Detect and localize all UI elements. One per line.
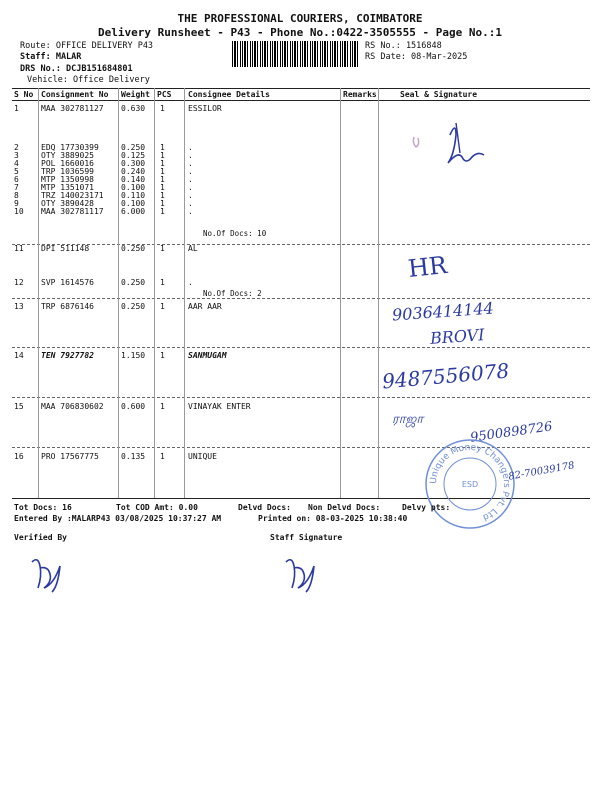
row-2-sno: 2 bbox=[14, 143, 19, 152]
row-8-pcs: 1 bbox=[160, 191, 165, 200]
row-4-consignee: . bbox=[188, 159, 193, 168]
company-title: THE PROFESSIONAL COURIERS, COIMBATORE bbox=[177, 12, 423, 25]
signature-row13-phone: 9036414144 bbox=[391, 298, 495, 325]
row-4-cons: POL 1660016 bbox=[41, 159, 94, 168]
group1-docs-count: No.Of Docs: 10 bbox=[203, 229, 267, 238]
row-5-sno: 5 bbox=[14, 167, 19, 176]
col-divider bbox=[154, 88, 155, 498]
col-header-sno: S No bbox=[14, 90, 34, 99]
row-15-consignee: VINAYAK ENTER bbox=[188, 402, 251, 411]
row-15-sno: 15 bbox=[14, 402, 24, 411]
staff-label: Staff: MALAR bbox=[20, 52, 82, 62]
row-13-consignee: AAR AAR bbox=[188, 302, 222, 311]
signature-row14: 9487556078 bbox=[381, 358, 511, 394]
row-5-weight: 0.240 bbox=[121, 167, 146, 176]
row-3-pcs: 1 bbox=[160, 151, 165, 160]
staff-signature-label: Staff Signature bbox=[270, 533, 343, 542]
row-13-sno: 13 bbox=[14, 302, 24, 311]
col-divider bbox=[118, 88, 119, 498]
drs-number: DRS No.: DCJB151684801 bbox=[20, 64, 133, 74]
row13-rule bbox=[12, 347, 590, 348]
group1-rule bbox=[12, 244, 590, 245]
row-2-pcs: 1 bbox=[160, 143, 165, 152]
row-11-weight: 0.250 bbox=[121, 244, 146, 253]
row-12-cons: SVP 1614576 bbox=[41, 278, 94, 287]
row-8-sno: 8 bbox=[14, 191, 19, 200]
row-12-pcs: 1 bbox=[160, 278, 165, 287]
col-divider bbox=[340, 88, 341, 498]
route-label: Route: OFFICE DELIVERY P43 bbox=[20, 41, 154, 51]
signature-row13-name: BROVI bbox=[429, 325, 486, 348]
row-16-cons: PRO 17567775 bbox=[41, 452, 99, 461]
table-top-rule bbox=[12, 88, 590, 89]
row-15-weight: 0.600 bbox=[121, 402, 146, 411]
row-7-consignee: . bbox=[188, 183, 193, 192]
row-11-sno: 11 bbox=[14, 244, 24, 253]
row14-rule bbox=[12, 397, 590, 398]
row-8-weight: 0.110 bbox=[121, 191, 146, 200]
table-header-rule bbox=[12, 100, 590, 101]
row-13-cons: TRP 6876146 bbox=[41, 302, 94, 311]
row-9-weight: 0.100 bbox=[121, 199, 146, 208]
signature-group2: HR bbox=[406, 251, 449, 283]
col-header-seal-signature: Seal & Signature bbox=[400, 90, 478, 99]
row-7-pcs: 1 bbox=[160, 183, 165, 192]
row-10-sno: 10 bbox=[14, 207, 24, 216]
row-3-sno: 3 bbox=[14, 151, 19, 160]
stamp-ring-text: Unique Money Changers Pvt. Ltd bbox=[428, 442, 512, 523]
row-1-cons: MAA 302781127 bbox=[41, 104, 104, 113]
row-10-pcs: 1 bbox=[160, 207, 165, 216]
verified-by-signature bbox=[26, 550, 86, 600]
non-delivered-docs: Non Delvd Docs: bbox=[308, 503, 381, 512]
row-13-weight: 0.250 bbox=[121, 302, 146, 311]
row-6-consignee: . bbox=[188, 175, 193, 184]
row-16-consignee: UNIQUE bbox=[188, 452, 217, 461]
row-10-weight: 6.000 bbox=[121, 207, 146, 216]
row-1-consignee: ESSILOR bbox=[188, 104, 222, 113]
row-16-weight: 0.135 bbox=[121, 452, 146, 461]
col-header-weight: Weight bbox=[121, 90, 150, 99]
row-15-pcs: 1 bbox=[160, 402, 165, 411]
col-header-consignee: Consignee Details bbox=[188, 90, 270, 99]
row-14-consignee: SANMUGAM bbox=[188, 351, 227, 360]
row-5-pcs: 1 bbox=[160, 167, 165, 176]
barcode bbox=[232, 41, 358, 67]
row-16-pcs: 1 bbox=[160, 452, 165, 461]
row-14-weight: 1.150 bbox=[121, 351, 146, 360]
row-12-weight: 0.250 bbox=[121, 278, 146, 287]
row-4-weight: 0.300 bbox=[121, 159, 146, 168]
col-header-remarks: Remarks bbox=[343, 90, 377, 99]
row-3-weight: 0.125 bbox=[121, 151, 146, 160]
col-divider bbox=[378, 88, 379, 498]
row-1-weight: 0.630 bbox=[121, 104, 146, 113]
row-9-consignee: . bbox=[188, 199, 193, 208]
row-2-consignee: . bbox=[188, 143, 193, 152]
row-2-cons: EDQ 17730399 bbox=[41, 143, 99, 152]
row-13-pcs: 1 bbox=[160, 302, 165, 311]
row-3-cons: OTY 3889025 bbox=[41, 151, 94, 160]
row-11-cons: DPI 511148 bbox=[41, 244, 90, 253]
signature-row15-name: ராஜா bbox=[392, 412, 424, 427]
row-11-pcs: 1 bbox=[160, 244, 165, 253]
row-7-cons: MTP 1351071 bbox=[41, 183, 94, 192]
row-3-consignee: . bbox=[188, 151, 193, 160]
row-7-sno: 7 bbox=[14, 183, 19, 192]
row-4-sno: 4 bbox=[14, 159, 19, 168]
entered-by: Entered By :MALARP43 03/08/2025 10:37:27 AM bbox=[14, 514, 222, 523]
row-12-consignee: . bbox=[188, 278, 193, 287]
row-12-sno: 12 bbox=[14, 278, 24, 287]
row-5-consignee: . bbox=[188, 167, 193, 176]
delivery-points: Delvy pts: bbox=[402, 503, 451, 512]
company-stamp bbox=[424, 438, 516, 530]
row-9-cons: OTY 3890428 bbox=[41, 199, 94, 208]
group2-rule bbox=[12, 298, 590, 299]
row-1-pcs: 1 bbox=[160, 104, 165, 113]
stamp-center-text: ESD bbox=[461, 480, 479, 489]
row-7-weight: 0.100 bbox=[121, 183, 146, 192]
vehicle-label: Vehicle: Office Delivery bbox=[27, 75, 150, 85]
row-6-cons: MTP 1350998 bbox=[41, 175, 94, 184]
row-11-consignee: AL bbox=[188, 244, 198, 253]
staff-signature bbox=[280, 550, 340, 600]
signature-group1 bbox=[400, 115, 520, 175]
row-9-sno: 9 bbox=[14, 199, 19, 208]
row-14-cons: TEN 7927782 bbox=[41, 351, 94, 360]
row-14-sno: 14 bbox=[14, 351, 24, 360]
row-6-sno: 6 bbox=[14, 175, 19, 184]
row-4-pcs: 1 bbox=[160, 159, 165, 168]
group2-docs-count: No.Of Docs: 2 bbox=[203, 289, 262, 298]
row-9-pcs: 1 bbox=[160, 199, 165, 208]
signature-row16-phone: 82-70039178 bbox=[507, 460, 576, 483]
rs-number: RS No.: 1516848 bbox=[365, 41, 442, 51]
col-divider bbox=[38, 88, 39, 498]
col-divider bbox=[184, 88, 185, 498]
row-8-cons: TRZ 140023171 bbox=[41, 191, 104, 200]
row-6-pcs: 1 bbox=[160, 175, 165, 184]
row-2-weight: 0.250 bbox=[121, 143, 146, 152]
row-10-cons: MAA 302781117 bbox=[41, 207, 104, 216]
row-5-cons: TRP 1036599 bbox=[41, 167, 94, 176]
verified-by-label: Verified By bbox=[14, 533, 67, 542]
col-header-pcs: PCS bbox=[157, 90, 172, 99]
row-6-weight: 0.140 bbox=[121, 175, 146, 184]
delivered-docs: Delvd Docs: bbox=[238, 503, 291, 512]
row-1-sno: 1 bbox=[14, 104, 19, 113]
total-cod-amount: Tot COD Amt: 0.00 bbox=[116, 503, 198, 512]
runsheet-subtitle: Delivery Runsheet - P43 - Phone No.:0422-3505555 - Page No.:1 bbox=[98, 26, 502, 39]
row-14-pcs: 1 bbox=[160, 351, 165, 360]
row-15-cons: MAA 706830602 bbox=[41, 402, 104, 411]
row-10-consignee: . bbox=[188, 207, 193, 216]
row-8-consignee: . bbox=[188, 191, 193, 200]
rs-date: RS Date: 08-Mar-2025 bbox=[365, 52, 468, 62]
row-16-sno: 16 bbox=[14, 452, 24, 461]
signature-row15-phone: 9500898726 bbox=[469, 419, 554, 446]
col-header-consignment: Consignment No bbox=[41, 90, 109, 99]
total-docs: Tot Docs: 16 bbox=[14, 503, 72, 512]
printed-on: Printed on: 08-03-2025 10:38:40 bbox=[258, 514, 408, 523]
